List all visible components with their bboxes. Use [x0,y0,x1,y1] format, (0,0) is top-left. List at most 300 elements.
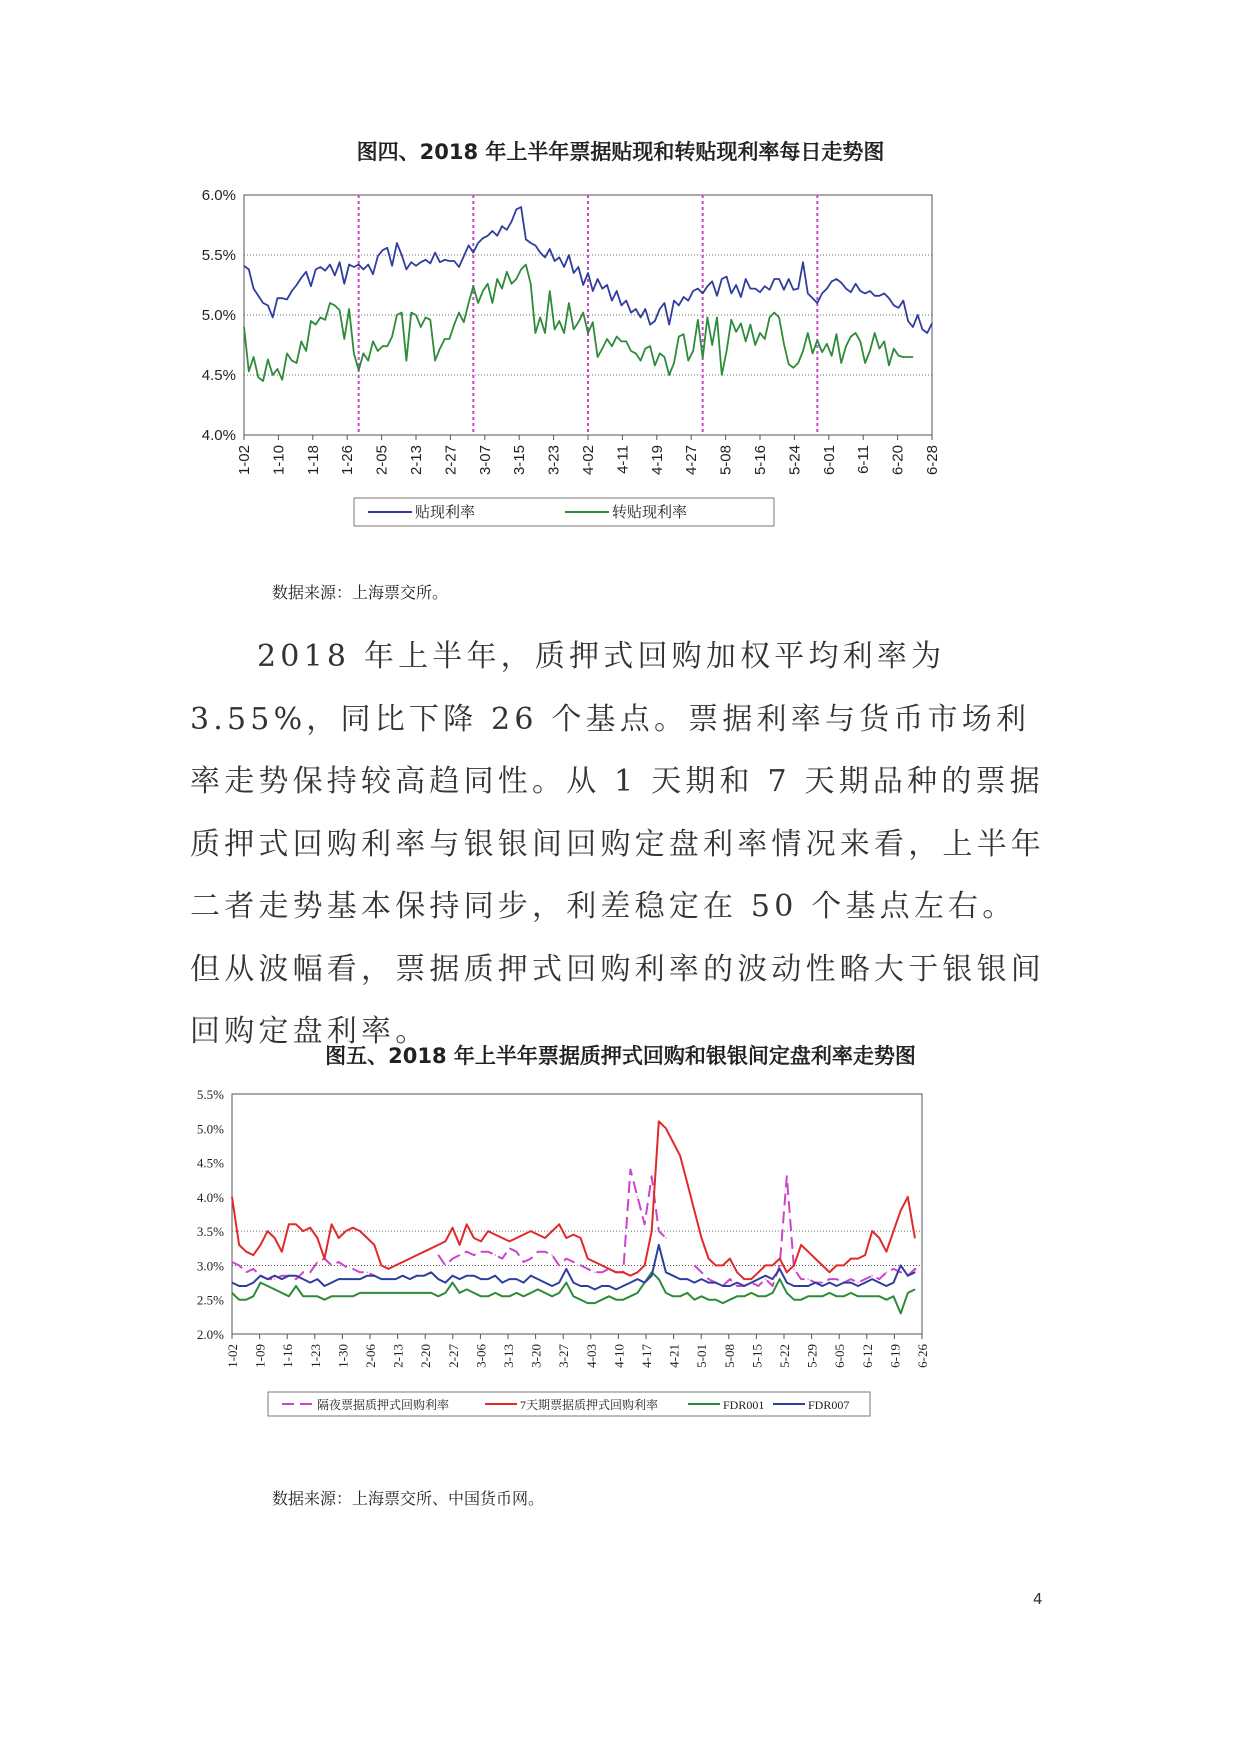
data-point [566,1282,567,1283]
data-point [523,1282,524,1283]
data-point [552,1296,553,1297]
data-point [239,1244,240,1245]
data-point [573,1234,574,1235]
data-point [331,1282,332,1283]
data-point [511,221,512,222]
data-point [898,307,899,308]
data-point [879,1279,880,1280]
data-point [516,1237,517,1238]
data-point [836,278,837,279]
data-point [602,288,603,289]
data-point [495,1234,496,1235]
data-point [537,1251,538,1252]
data-point [587,1303,588,1304]
data-point [650,346,651,347]
data-point [815,1282,816,1283]
data-point [388,1292,389,1293]
data-point [482,238,483,239]
data-point [358,264,359,265]
data-point [559,1224,560,1225]
data-point [452,1227,453,1228]
data-point [544,1251,545,1252]
x-tick-label: 6-05 [832,1344,848,1368]
data-point [377,256,378,257]
data-point [831,281,832,282]
data-point [509,1279,510,1280]
data-point [815,1258,816,1259]
data-point [274,1275,275,1276]
data-point [363,269,364,270]
data-point [502,1258,503,1259]
data-point [281,1275,282,1276]
data-point [843,1296,844,1297]
data-point [822,1296,823,1297]
data-point [420,262,421,263]
data-point [246,1272,247,1273]
data-point [736,331,737,332]
x-tick-label: 6-19 [887,1344,903,1368]
data-point [392,265,393,266]
data-point [463,256,464,257]
data-point [267,359,268,360]
data-point [908,356,909,357]
data-point [744,1279,745,1280]
data-point [344,338,345,339]
data-point [521,206,522,207]
y-tick-label: 6.0% [201,187,236,204]
data-point [594,1272,595,1273]
x-tick-label: 3-20 [528,1344,544,1368]
data-point [640,360,641,361]
data-point [409,1258,410,1259]
data-point [793,1265,794,1266]
data-point [554,329,555,330]
data-point [578,322,579,323]
data-point [893,305,894,306]
data-point [487,1231,488,1232]
data-point [352,1227,353,1228]
data-point [552,1255,553,1256]
data-point [672,1141,673,1142]
data-point [607,284,608,285]
data-point [793,1285,794,1286]
data-point [430,319,431,320]
data-point [310,286,311,287]
data-point [331,1296,332,1297]
data-point [573,1296,574,1297]
data-point [388,1268,389,1269]
data-point [248,371,249,372]
data-point [665,1292,666,1293]
data-point [779,1265,780,1266]
data-point [693,350,694,351]
data-point [729,1299,730,1300]
data-point [716,317,717,318]
data-point [416,1255,417,1256]
data-point [374,1292,375,1293]
data-point [822,352,823,353]
data-point [339,262,340,263]
data-point [886,1272,887,1273]
data-point [291,360,292,361]
data-point [900,1313,901,1314]
data-point [630,1296,631,1297]
data-point [473,1275,474,1276]
data-point [525,264,526,265]
data-point [263,302,264,303]
data-point [855,283,856,284]
data-point [694,1265,695,1266]
data-point [651,1176,652,1177]
data-point [841,282,842,283]
data-point [549,290,550,291]
data-point [601,1265,602,1266]
data-point [272,317,273,318]
data-point [808,1296,809,1297]
x-tick-label: 6-11 [855,445,873,474]
x-tick-label: 3-13 [501,1344,516,1368]
data-point [402,1275,403,1276]
y-tick-label: 4.0% [196,1189,224,1205]
data-point [843,1265,844,1266]
data-point [573,1282,574,1283]
data-point [568,254,569,255]
page-number: 4 [1033,1590,1043,1608]
data-point [559,257,560,258]
data-point [231,1282,232,1283]
data-point [253,288,254,289]
data-point [395,1265,396,1266]
data-point [864,1255,865,1256]
data-point [744,1285,745,1286]
data-point [608,1285,609,1286]
data-point [608,1296,609,1297]
data-point [708,1258,709,1259]
data-point [368,264,369,265]
data-point [693,290,694,291]
data-point [438,1279,439,1280]
data-point [239,1299,240,1300]
data-point [310,1227,311,1228]
legend-label: 隔夜票据质押式回购利率 [317,1398,450,1412]
data-point [409,1292,410,1293]
data-point [295,1279,296,1280]
data-point [277,368,278,369]
x-tick-label: 3-06 [473,1344,489,1368]
data-point [779,278,780,279]
data-point [263,380,264,381]
data-point [281,1279,282,1280]
data-point [879,1237,880,1238]
data-point [525,239,526,240]
data-point [836,1285,837,1286]
data-point [774,278,775,279]
data-point [745,278,746,279]
x-tick-label: 4-17 [639,1344,654,1368]
data-point [654,320,655,321]
data-point [359,1231,360,1232]
data-point [239,1285,240,1286]
data-point [783,289,784,290]
data-point [808,1285,809,1286]
data-point [708,1282,709,1283]
data-point [836,1279,837,1280]
data-point [501,288,502,289]
data-point [578,266,579,267]
data-point [511,283,512,284]
y-tick-label: 4.5% [201,367,236,384]
data-point [726,350,727,351]
data-point [260,1282,261,1283]
data-point [845,288,846,289]
data-point [765,1265,766,1266]
data-point [495,1292,496,1293]
data-point [879,348,880,349]
data-point [344,283,345,284]
data-point [602,348,603,349]
data-point [430,263,431,264]
data-point [635,308,636,309]
data-point [523,1234,524,1235]
data-point [246,1251,247,1252]
data-point [420,326,421,327]
data-point [566,1237,567,1238]
data-point [392,336,393,337]
data-point [607,338,608,339]
data-point [786,1272,787,1273]
data-point [701,1237,702,1238]
data-point [339,310,340,311]
data-point [769,289,770,290]
data-point [580,1265,581,1266]
data-point [626,341,627,342]
data-point [303,1272,304,1273]
data-point [303,1296,304,1297]
data-point [537,1289,538,1290]
legend-label: 7天期票据质押式回购利率 [520,1398,659,1412]
data-point [487,1279,488,1280]
data-point [231,1261,232,1262]
data-point [438,1244,439,1245]
data-point [808,1251,809,1252]
data-point [286,299,287,300]
data-point [445,1282,446,1283]
data-point [616,336,617,337]
data-point [487,235,488,236]
data-point [688,300,689,301]
x-tick-label: 2-27 [445,1344,461,1368]
data-point [530,1258,531,1259]
data-point [687,1292,688,1293]
data-point [907,1292,908,1293]
data-point [755,344,756,345]
data-point [822,1285,823,1286]
data-point [544,1237,545,1238]
data-point [672,1296,673,1297]
data-point [601,1299,602,1300]
data-point [715,1282,716,1283]
x-tick-label: 1-02 [236,445,253,476]
data-point [715,1299,716,1300]
data-point [637,1292,638,1293]
data-point [850,336,851,337]
data-point [495,1275,496,1276]
data-point [786,1292,787,1293]
data-point [736,1282,737,1283]
data-point [659,308,660,309]
x-tick-label: 4-21 [666,1344,682,1368]
data-point [317,1279,318,1280]
data-point [597,278,598,279]
data-point [320,317,321,318]
data-point [345,1279,346,1280]
data-point [680,1279,681,1280]
data-point [829,1279,830,1280]
data-point [395,1279,396,1280]
data-point [564,266,565,267]
data-point [680,1155,681,1156]
data-point [886,1299,887,1300]
figure4-title: 图四、2018 年上半年票据贴现和转贴现利率每日走势图 [356,140,885,164]
x-tick-label: 1-18 [304,445,322,476]
data-point [325,270,326,271]
x-tick-label: 5-24 [786,445,804,476]
figure4-chart [180,180,980,560]
data-point [683,296,684,297]
data-point [277,298,278,299]
data-point [349,308,350,309]
data-point [630,1275,631,1276]
data-point [253,1268,254,1269]
data-point [468,245,469,246]
data-point [812,353,813,354]
data-point [872,1275,873,1276]
data-point [786,1176,787,1177]
data-point [239,1265,240,1266]
data-point [439,262,440,263]
data-point [635,353,636,354]
data-point [886,1285,887,1286]
data-point [444,259,445,260]
data-point [793,1299,794,1300]
x-tick-label: 4-27 [683,445,701,476]
data-point [800,1285,801,1286]
data-point [630,312,631,313]
data-point [295,1275,296,1276]
data-point [559,1282,560,1283]
data-point [431,1292,432,1293]
data-point [907,1275,908,1276]
data-point [637,1196,638,1197]
data-point [736,284,737,285]
data-point [623,1285,624,1286]
data-point [800,1299,801,1300]
data-point [701,1296,702,1297]
data-point [552,1231,553,1232]
data-point [352,1279,353,1280]
data-point [282,298,283,299]
data-point [329,302,330,303]
data-point [626,300,627,301]
data-point [480,1279,481,1280]
data-point [454,324,455,325]
data-point [387,346,388,347]
data-point [893,1268,894,1269]
data-point [874,332,875,333]
data-point [640,317,641,318]
data-point [888,298,889,299]
data-point [850,292,851,293]
data-point [758,1296,759,1297]
x-tick-label: 1-30 [335,1344,351,1368]
legend-label: FDR007 [808,1398,850,1412]
data-point [898,355,899,356]
x-tick-label: 1-10 [270,445,288,476]
data-point [664,356,665,357]
data-point [860,341,861,342]
data-point [672,1275,673,1276]
data-point [914,1237,915,1238]
data-point [914,1272,915,1273]
data-point [466,1224,467,1225]
data-point [779,1258,780,1259]
data-point [248,269,249,270]
figure5-source: 数据来源：上海票交所、中国货币网。 [272,1489,545,1508]
data-point [826,288,827,289]
data-point [702,358,703,359]
data-point [367,1275,368,1276]
data-point [697,288,698,289]
data-point [850,1279,851,1280]
data-point [729,1279,730,1280]
data-point [324,1299,325,1300]
data-point [822,1282,823,1283]
data-point [903,356,904,357]
x-tick-label: 1-16 [280,1344,296,1368]
data-point [473,1237,474,1238]
data-point [650,324,651,325]
data-point [800,1244,801,1245]
data-point [680,1296,681,1297]
data-point [568,302,569,303]
data-point [864,1296,865,1297]
data-point [473,1292,474,1293]
data-point [857,1296,858,1297]
data-point [310,320,311,321]
data-point [722,1285,723,1286]
x-tick-label: 5-15 [749,1344,765,1368]
data-point [473,1255,474,1256]
figure5-title: 图五、2018 年上半年票据质押式回购和银银间定盘利率走势图 [325,1044,916,1068]
data-point [712,281,713,282]
data-point [872,1296,873,1297]
data-point [736,1272,737,1273]
data-point [425,317,426,318]
data-point [246,1299,247,1300]
data-point [573,272,574,273]
data-point [637,1272,638,1273]
y-tick-label: 5.0% [201,307,236,324]
data-point [506,271,507,272]
data-point [807,293,808,294]
data-point [708,1279,709,1280]
x-tick-label: 4-19 [648,445,666,476]
data-point [459,1255,460,1256]
data-point [908,320,909,321]
data-point [587,272,588,273]
data-point [779,317,780,318]
x-tick-label: 5-29 [804,1344,820,1368]
